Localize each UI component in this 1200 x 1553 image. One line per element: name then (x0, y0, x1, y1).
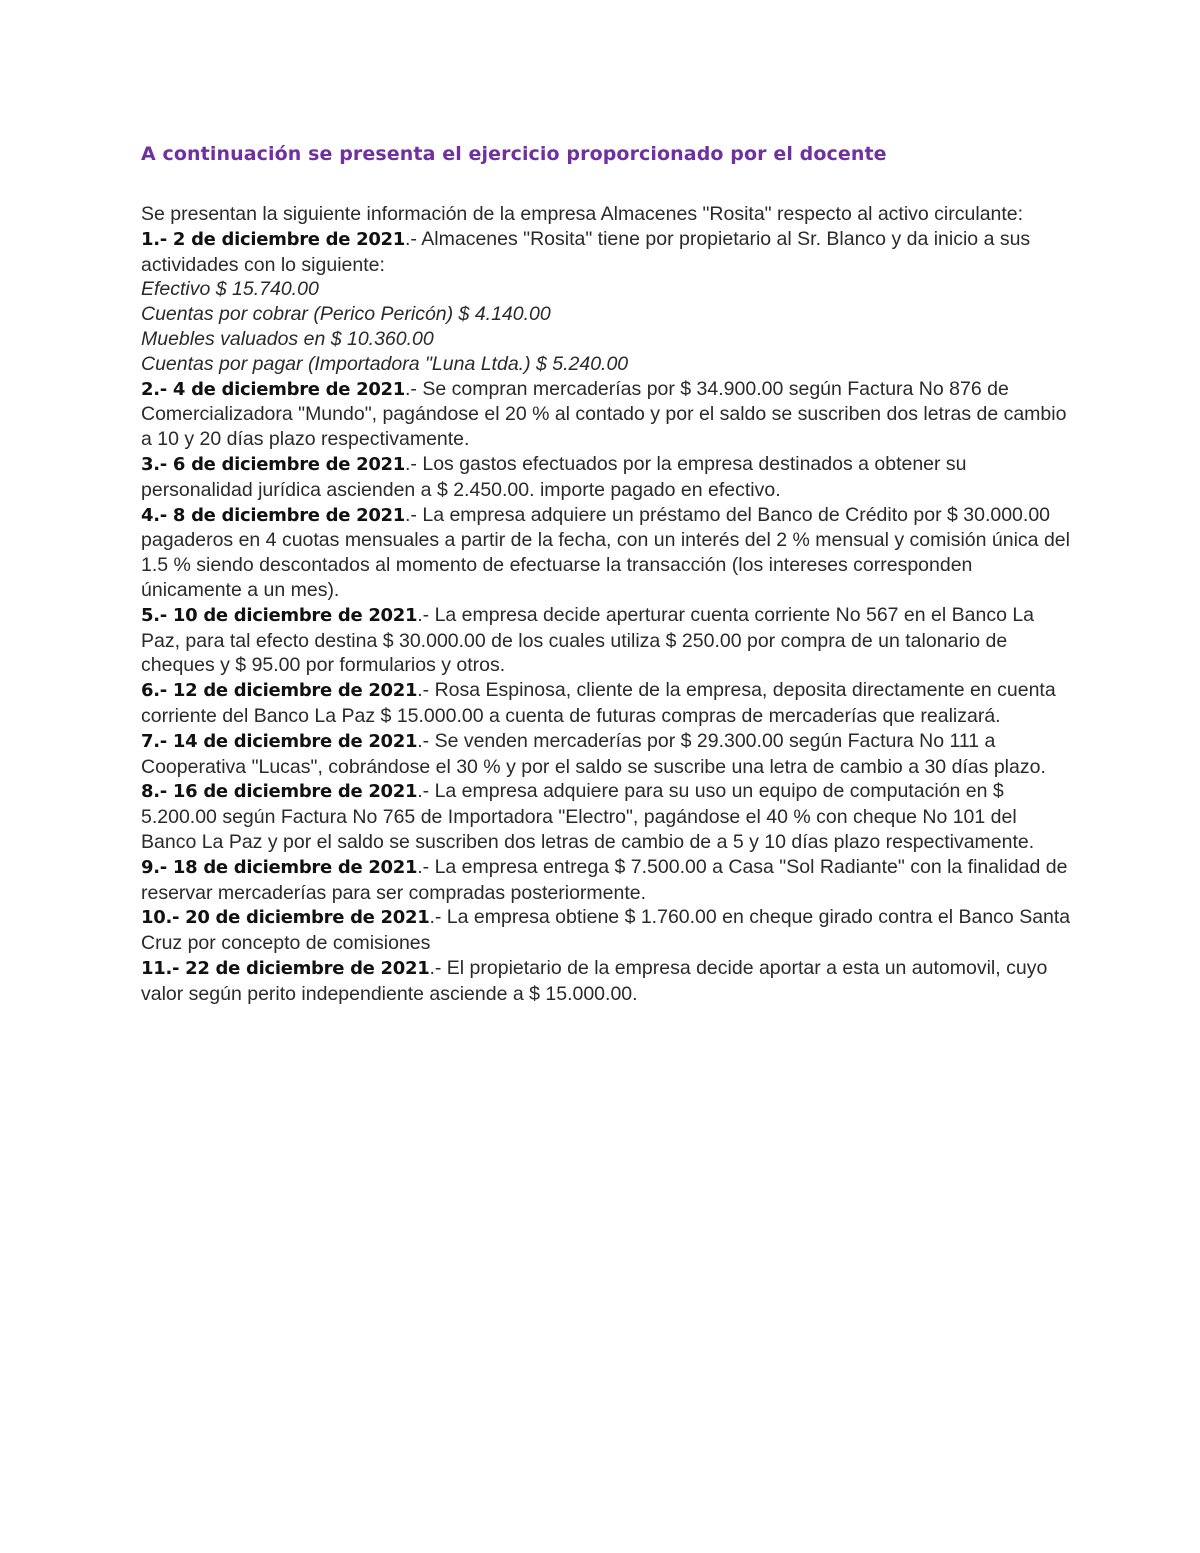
entry-11 (141, 956, 1071, 1007)
entry-9 (141, 855, 1071, 906)
entry-date: 6.- 12 de diciembre de 2021 (141, 680, 418, 702)
document-page (141, 140, 1071, 1007)
entry-text: .- Se compran mercaderías por $ 34.900.00 según Factura No 876 de Comercializadora "Mundo", pagándose el 20 % al contado y por el saldo se suscriben dos letras de cambio a 10 y 20 días plazo respectivamente. (141, 377, 1067, 451)
entry-date: 9.- 18 de diciembre de 2021 (141, 856, 418, 878)
entry-5 (141, 603, 1071, 678)
entry-date: 7.- 14 de diciembre de 2021 (141, 730, 418, 752)
entry-4 (141, 503, 1071, 603)
entry-1 (141, 227, 1071, 377)
entry-2 (141, 377, 1071, 452)
entry-text: .- Se venden mercaderías por $ 29.300.00 según Factura No 111 a Cooperativa "Lucas", cobrándose el 30 % y por el saldo se suscribe una letra de cambio a 30 días plazo. (141, 729, 1046, 778)
entry-text: .- La empresa obtiene $ 1.760.00 en cheque girado contra el Banco Santa Cruz por concepto de comisiones (141, 906, 1071, 955)
entry-text: .- La empresa entrega $ 7.500.00 a Casa "Sol Radiante" con la finalidad de reservar mercaderías para ser compradas posteriormente. (141, 855, 1068, 904)
entry-text: .- Almacenes "Rosita" tiene por propietario al Sr. Blanco y da inicio a sus actividades con lo siguiente: (141, 227, 1031, 276)
entry-6 (141, 678, 1071, 729)
entry-date: 11.- 22 de diciembre de 2021 (141, 957, 430, 979)
entry-text: .- La empresa decide aperturar cuenta corriente No 567 en el Banco La Paz, para tal efecto destina $ 30.000.00 de los cuales utiliza $ 250.00 por compra de un talonario de cheques y $ 95.00 por formularios y otros. (141, 603, 1035, 677)
entry-date: 4.- 8 de diciembre de 2021 (141, 504, 406, 526)
entry-text: .- La empresa adquiere para su uso un equipo de computación en $ 5.200.00 según Factura No 765 de Importadora "Electro", pagándose el 40 % con cheque No 101 del Banco La Paz y por el saldo se suscriben dos letras de cambio de a 5 y 10 días plazo respectivamente. (141, 780, 1035, 853)
document-heading: A continuación se presenta el ejercicio proporcionado por el docente (141, 143, 887, 165)
entry-7 (141, 729, 1071, 780)
entry-3 (141, 452, 1071, 503)
entry-text: .- La empresa adquiere un préstamo del Banco de Crédito por $ 30.000.00 pagaderos en 4 cuotas mensuales a partir de la fecha, con un interés del 2 % mensual y comisión única del 1.5 % siendo descontados al momento de efectuarse la transacción (los intereses corresponden únicamente a un mes). (141, 503, 1070, 601)
entry-date: 3.- 6 de diciembre de 2021 (141, 453, 406, 475)
document-body (141, 202, 1071, 1007)
entry-text: .- Rosa Espinosa, cliente de la empresa, deposita directamente en cuenta corriente del Banco La Paz $ 15.000.00 a cuenta de futuras compras de mercaderías que realizará. (141, 679, 1056, 727)
liability-item-cuentas-por-pagar: Cuentas por pagar (Importadora "Luna Ltda.) $ 5.240.00 (141, 352, 629, 375)
entry-date: 5.- 10 de diciembre de 2021 (141, 604, 418, 626)
intro-paragraph: Se presentan la siguiente información de la empresa Almacenes "Rosita" respecto al activo circulante: (141, 203, 1024, 225)
entry-text: .- Los gastos efectuados por la empresa destinados a obtener su personalidad jurídica ascienden a $ 2.450.00. importe pagado en efectivo. (141, 452, 967, 501)
entry-date: 8.- 16 de diciembre de 2021 (141, 781, 418, 803)
asset-item-muebles: Muebles valuados en $ 10.360.00 (141, 327, 434, 350)
entry-10 (141, 905, 1071, 956)
entry-date: 2.- 4 de diciembre de 2021 (141, 378, 406, 400)
entry-date: 1.- 2 de diciembre de 2021 (141, 228, 406, 250)
entry-8 (141, 779, 1071, 854)
asset-item-cuentas-por-cobrar: Cuentas por cobrar (Perico Pericón) $ 4.140.00 (141, 303, 551, 326)
entry-date: 10.- 20 de diciembre de 2021 (141, 907, 430, 929)
entry-text: .- El propietario de la empresa decide aportar a esta un automovil, cuyo valor según perito independiente asciende a $ 15.000.00. (141, 956, 1048, 1005)
asset-item-efectivo: Efectivo $ 15.740.00 (141, 278, 319, 301)
